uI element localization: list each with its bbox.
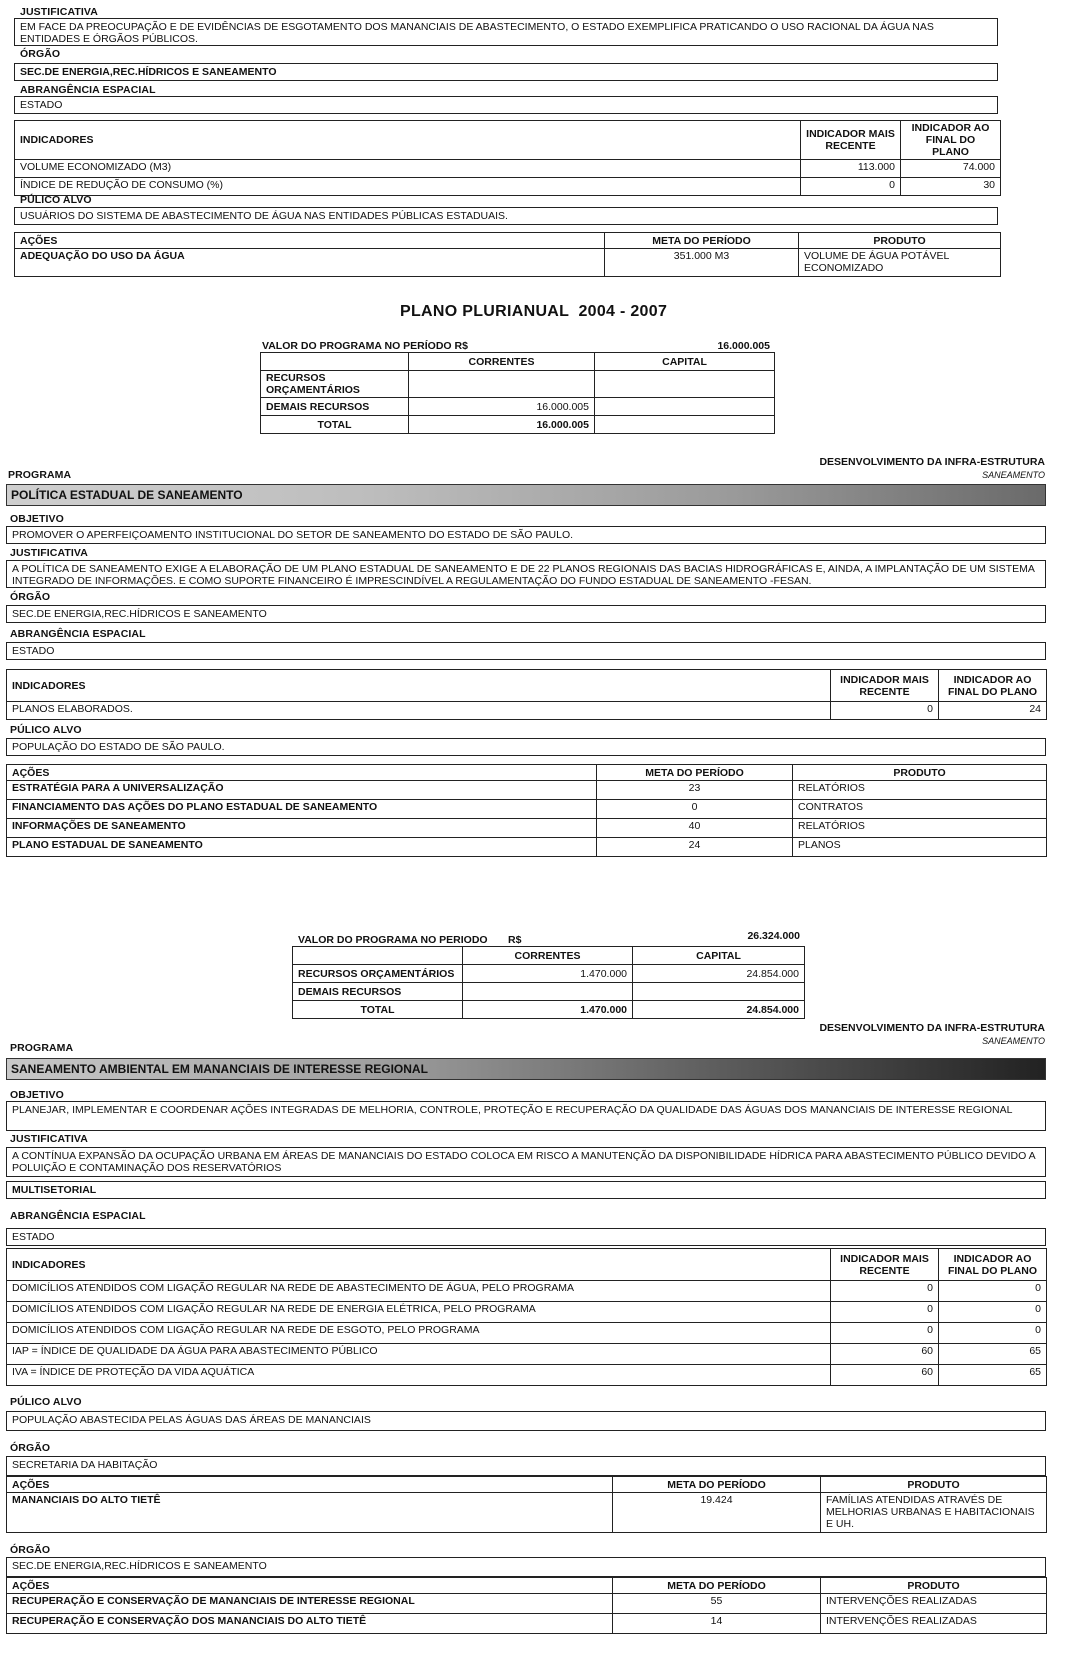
final-header: INDICADOR AO FINAL DO PLANO	[901, 121, 1001, 160]
objetivo-label: OBJETIVO	[10, 513, 64, 525]
program-name: SANEAMENTO AMBIENTAL EM MANANCIAIS DE INTERESSE REGIONAL	[11, 1062, 428, 1076]
table-row: IVA = ÍNDICE DE PROTEÇÃO DA VIDA AQUÁTICA 60 65	[7, 1365, 1047, 1386]
publico-label: PÚLICO ALVO	[20, 194, 92, 206]
orgao-text: SECRETARIA DA HABITAÇÃO	[6, 1456, 1046, 1476]
indicadores-header: INDICADORES	[15, 121, 801, 160]
orgao-label: ÓRGÃO	[10, 1442, 51, 1454]
orgao-label: ÓRGÃO	[20, 48, 61, 60]
table-row: ESTRATÉGIA PARA A UNIVERSALIZAÇÃO 23 RELATÓRIOS	[7, 781, 1047, 800]
table-row: ADEQUAÇÃO DO USO DA ÁGUA 351.000 M3 VOLUME DE ÁGUA POTÁVEL ECONOMIZADO	[15, 249, 1001, 277]
publico-label: PÚLICO ALVO	[10, 724, 82, 736]
prog2-actions-table-a: AÇÕES META DO PERÍODO PRODUTO MANANCIAIS DO ALTO TIETÊ 19.424 FAMÍLIAS ATENDIDAS ATRAVÉS DE MELHORIAS URBANAS E HABITACIONAIS E UH.	[6, 1476, 1047, 1533]
abrangencia-label: ABRANGÊNCIA ESPACIAL	[10, 628, 146, 640]
table-row: MANANCIAIS DO ALTO TIETÊ 19.424 FAMÍLIAS ATENDIDAS ATRAVÉS DE MELHORIAS URBANAS E HABITACIONAIS E UH.	[7, 1493, 1047, 1533]
recent-header: INDICADOR MAIS RECENTE	[801, 121, 901, 160]
table-row: RECUPERAÇÃO E CONSERVAÇÃO DE MANANCIAIS DE INTERESSE REGIONAL 55 INTERVENÇÕES REALIZADAS	[7, 1594, 1047, 1614]
justificativa-label: JUSTIFICATIVA	[20, 6, 98, 18]
programa-label: PROGRAMA	[10, 1042, 74, 1054]
justificativa-text: A CONTÍNUA EXPANSÃO DA OCUPAÇÃO URBANA EM ÁREAS DE MANANCIAIS DO ESTADO COLOCA EM RISCO A MANUTENÇÃO DA DISPONIBILIDADE HÍDRICA PARA ABASTECIMENTO PÚBLICO DEVIDO A POLUIÇÃO E CONTAMINAÇÃO DOS RESERVATÓRIOS	[6, 1147, 1046, 1177]
valor-programa-label: VALOR DO PROGRAMA NO PERÍODO R$	[262, 340, 468, 352]
table-row: DOMICÍLIOS ATENDIDOS COM LIGAÇÃO REGULAR NA REDE DE ESGOTO, PELO PROGRAMA 0 0	[7, 1323, 1047, 1344]
objetivo-text: PROMOVER O APERFEIÇOAMENTO INSTITUCIONAL DO SETOR DE SANEAMENTO DO ESTADO DE SÃO PAULO.	[6, 526, 1046, 544]
table-row: PLANOS ELABORADOS. 0 24	[7, 702, 1047, 720]
page-title: PLANO PLURIANUAL 2004 - 2007	[400, 303, 668, 320]
table-row: VOLUME ECONOMIZADO (M3) 113.000 74.000	[15, 160, 1001, 178]
acoes-header: AÇÕES	[15, 233, 605, 249]
multisetorial-label: MULTISETORIAL	[6, 1181, 1046, 1199]
valor-programa-total: 26.324.000	[747, 930, 800, 942]
publico-text: USUÁRIOS DO SISTEMA DE ABASTECIMENTO DE ÁGUA NAS ENTIDADES PÚBLICAS ESTADUAIS.	[14, 207, 998, 225]
table-row: FINANCIAMENTO DAS AÇÕES DO PLANO ESTADUAL DE SANEAMENTO 0 CONTRATOS	[7, 800, 1047, 819]
subarea-label: SANEAMENTO	[982, 1036, 1045, 1046]
justificativa-text: EM FACE DA PREOCUPAÇÃO E DE EVIDÊNCIAS DE ESGOTAMENTO DOS MANANCIAIS DE ABASTECIMENTO, O ESTADO EXEMPLIFICA PRATICANDO O USO RACIONAL DA ÁGUA NAS ENTIDADES E ÓRGÃOS PÚBLICOS.	[14, 18, 998, 46]
table-row: DOMICÍLIOS ATENDIDOS COM LIGAÇÃO REGULAR NA REDE DE ENERGIA ELÉTRICA, PELO PROGRAMA 0 0	[7, 1302, 1047, 1323]
objetivo-text: PLANEJAR, IMPLEMENTAR E COORDENAR AÇÕES INTEGRADAS DE MELHORIA, CONTROLE, PROTEÇÃO E RECUPERAÇÃO DA QUALIDADE DAS ÁGUAS DOS MANANCIAIS DE INTERESSE REGIONAL	[6, 1101, 1046, 1131]
orgao-label: ÓRGÃO	[10, 591, 51, 603]
abrangencia-text: ESTADO	[6, 642, 1046, 660]
publico-text: POPULAÇÃO ABASTECIDA PELAS ÁGUAS DAS ÁREAS DE MANANCIAIS	[6, 1411, 1046, 1431]
area-label: DESENVOLVIMENTO DA INFRA-ESTRUTURA	[819, 456, 1045, 468]
publico-label: PÚLICO ALVO	[10, 1396, 82, 1408]
prog2-actions-table-b: AÇÕES META DO PERÍODO PRODUTO RECUPERAÇÃO E CONSERVAÇÃO DE MANANCIAIS DE INTERESSE REGIONAL 55 INTERVENÇÕES REALIZADAS RECUPERAÇÃO E CONSERVAÇÃO DOS MANANCIAIS DO ALTO TIETÊ 14 INTERVENÇÕES REALIZADAS	[6, 1577, 1047, 1634]
valor-programa-label: VALOR DO PROGRAMA NO PERIODO	[298, 934, 488, 946]
abrangencia-text: ESTADO	[6, 1228, 1046, 1246]
orgao-text: SEC.DE ENERGIA,REC.HÍDRICOS E SANEAMENTO	[6, 1557, 1046, 1577]
justificativa-label: JUSTIFICATIVA	[10, 547, 88, 559]
table-row: RECUPERAÇÃO E CONSERVAÇÃO DOS MANANCIAIS DO ALTO TIETÊ 14 INTERVENÇÕES REALIZADAS	[7, 1614, 1047, 1634]
prog2-values-table: CORRENTES CAPITAL RECURSOS ORÇAMENTÁRIOS 1.470.000 24.854.000 DEMAIS RECURSOS TOTAL 1.470.000 24.854.000	[292, 946, 805, 1019]
prog1-indicators-table: INDICADORES INDICADOR MAIS RECENTE INDICADOR AO FINAL DO PLANO PLANOS ELABORADOS. 0 24	[6, 669, 1047, 720]
table-row: ÍNDICE DE REDUÇÃO DE CONSUMO (%) 0 30	[15, 178, 1001, 196]
abrangencia-label: ABRANGÊNCIA ESPACIAL	[10, 1210, 146, 1222]
program-name: POLÍTICA ESTADUAL DE SANEAMENTO	[11, 488, 243, 502]
top-indicators-table	[14, 120, 1001, 196]
programa-label: PROGRAMA	[8, 469, 72, 481]
objetivo-label: OBJETIVO	[10, 1089, 64, 1101]
program-name-bar	[6, 484, 1046, 506]
justificativa-text: A POLÍTICA DE SANEAMENTO EXIGE A ELABORAÇÃO DE UM PLANO ESTADUAL DE SANEAMENTO E DE 22 PLANOS REGIONAIS DAS BACIAS HIDROGRÁFICAS E, AINDA, A IMPLANTAÇÃO DE UM SISTEMA INTEGRADO DE INFORMAÇÕES. E COMO SUPORTE FINANCEIRO É IMPRESCINDÍVEL A REGULAMENTAÇÃO DO FUNDO ESTADUAL DE SANEAMENTO -FESAN.	[6, 560, 1046, 588]
orgao-label: ÓRGÃO	[10, 1544, 51, 1556]
produto-header: PRODUTO	[799, 233, 1001, 249]
prog1-values-table: CORRENTES CAPITAL RECURSOS ORÇAMENTÁRIOS DEMAIS RECURSOS 16.000.005 TOTAL 16.000.005	[260, 352, 775, 434]
justificativa-label: JUSTIFICATIVA	[10, 1133, 88, 1145]
area-label: DESENVOLVIMENTO DA INFRA-ESTRUTURA	[819, 1022, 1045, 1034]
top-actions-table	[14, 232, 1001, 277]
valor-programa-total: 16.000.005	[717, 340, 770, 352]
abrangencia-text: ESTADO	[14, 96, 998, 114]
rs-label: R$	[508, 934, 522, 946]
prog2-indicators-table: INDICADORES INDICADOR MAIS RECENTE INDICADOR AO FINAL DO PLANO DOMICÍLIOS ATENDIDOS COM LIGAÇÃO REGULAR NA REDE DE ABASTECIMENTO DE ÁGUA, PELO PROGRAMA 0 0 DOMICÍLIOS ATENDIDOS COM LIGAÇÃO REGULAR NA REDE DE ENERGIA ELÉTRICA, PELO PROGRAMA 0 0 DOMICÍLIOS ATENDIDOS COM LIGAÇÃO REGULAR NA REDE DE ESGOTO, PELO PROGRAMA 0 0 IAP = ÍNDICE DE QUALIDADE DA ÁGUA PARA ABASTECIMENTO PÚBLICO 60 65 IVA = ÍNDICE DE PROTEÇÃO DA VIDA AQUÁTICA 60 65	[6, 1248, 1047, 1386]
table-row: DOMICÍLIOS ATENDIDOS COM LIGAÇÃO REGULAR NA REDE DE ABASTECIMENTO DE ÁGUA, PELO PROGRAMA 0 0	[7, 1281, 1047, 1302]
table-row: PLANO ESTADUAL DE SANEAMENTO 24 PLANOS	[7, 838, 1047, 857]
table-row: INFORMAÇÕES DE SANEAMENTO 40 RELATÓRIOS	[7, 819, 1047, 838]
abrangencia-label: ABRANGÊNCIA ESPACIAL	[20, 84, 156, 96]
orgao-text: SEC.DE ENERGIA,REC.HÍDRICOS E SANEAMENTO	[6, 605, 1046, 623]
meta-header: META DO PERÍODO	[605, 233, 799, 249]
publico-text: POPULAÇÃO DO ESTADO DE SÃO PAULO.	[6, 738, 1046, 756]
orgao-text: SEC.DE ENERGIA,REC.HÍDRICOS E SANEAMENTO	[14, 63, 998, 81]
program-name-bar	[6, 1058, 1046, 1080]
subarea-label: SANEAMENTO	[982, 470, 1045, 480]
table-row: IAP = ÍNDICE DE QUALIDADE DA ÁGUA PARA ABASTECIMENTO PÚBLICO 60 65	[7, 1344, 1047, 1365]
prog1-actions-table: AÇÕES META DO PERÍODO PRODUTO ESTRATÉGIA PARA A UNIVERSALIZAÇÃO 23 RELATÓRIOS FINANCIAMENTO DAS AÇÕES DO PLANO ESTADUAL DE SANEAMENTO 0 CONTRATOS INFORMAÇÕES DE SANEAMENTO 40 RELATÓRIOS PLANO ESTADUAL DE SANEAMENTO 24 PLANOS	[6, 764, 1047, 857]
